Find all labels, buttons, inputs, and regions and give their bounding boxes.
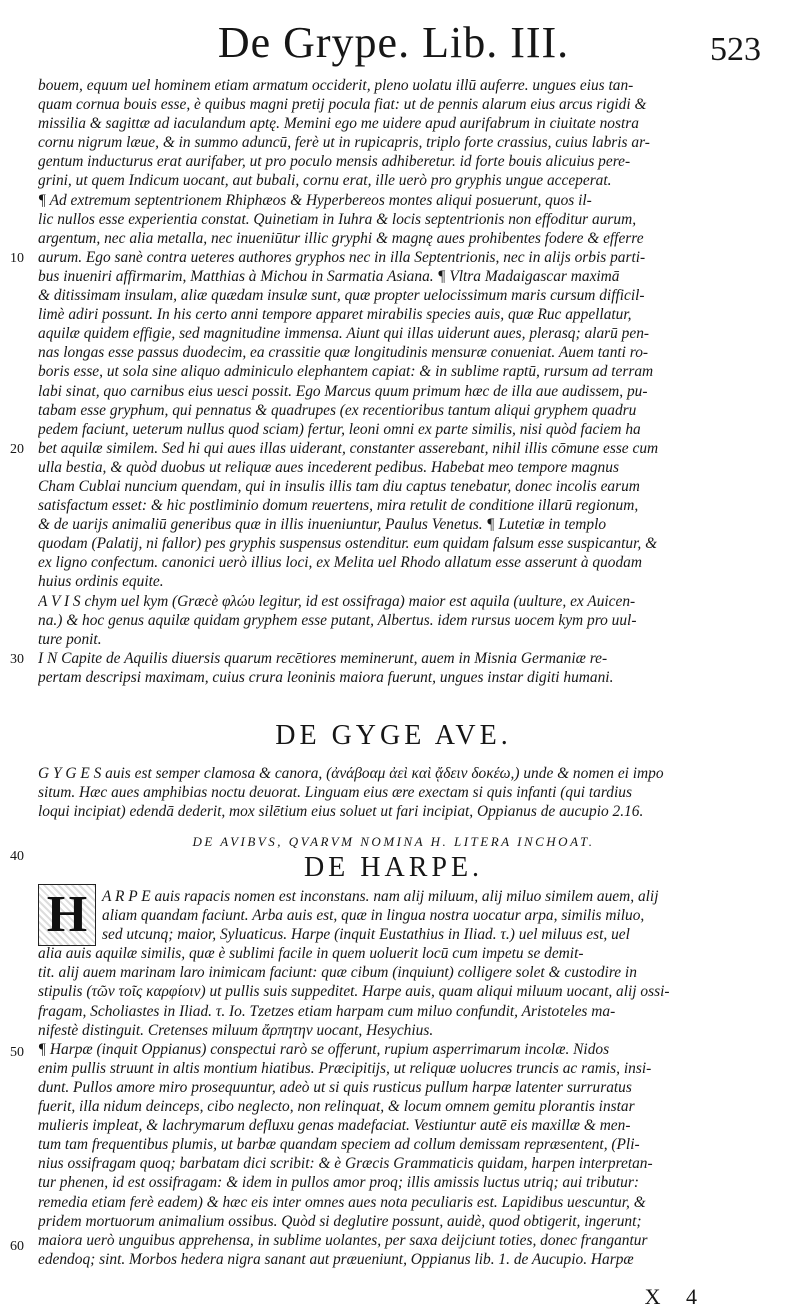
text-block-harpe xyxy=(38,887,762,1269)
signature-mark: X 4 xyxy=(644,1284,707,1309)
text-line: remedia etiam ferè eadem) & hæc eis inter omnes aues nota peculiaris est. Lapidibus uescuntur, & xyxy=(38,1193,646,1211)
text-line: quam cornua bouis esse, è quibus magni pretij pocula fiat: ut de pennis alarum eius arcus rigidi & xyxy=(38,96,647,114)
line-number: 50 xyxy=(10,1045,24,1060)
text-line: situm. Hæc aues amphibias noctu deuorat. Linguam eius ære exectam si quis infanti (qui tardius xyxy=(38,784,632,802)
text-block-gyge xyxy=(38,764,762,821)
text-line: I N Capite de Aquilis diuersis quarum recētiores meminerunt, auem in Misnia Germaniæ re- xyxy=(38,649,608,667)
text-line: missilia & sagittæ ad iaculandum aptę. Memini ego me uidere apud aurifabrum in ciuitate nostra xyxy=(38,115,639,133)
line-number: 10 xyxy=(10,251,24,266)
text-line: & de uarijs animaliū generibus quæ in illis inueniuntur, Paulus Venetus. ¶ Lutetiæ in templo xyxy=(38,516,607,534)
text-line: bouem, equum uel hominem etiam armatum occiderit, pleno uolatu illū auferre. ungues eius tan- xyxy=(38,77,634,94)
running-title: De Grype. Lib. III. xyxy=(217,18,570,67)
text-line: pridem mortuorum animalium ossibus. Quòd si deglutire possunt, auidè, quod obtigerit, ingerunt; xyxy=(38,1212,642,1230)
text-line: bet aquilæ similem. Sed hi qui aues illas uiderant, constanter asserebant, nihil illis cōmune esse cum xyxy=(38,439,659,457)
text-line: ¶ Harpæ (inquit Oppianus) conspectui rarò se offerunt, rupium asperrimarum incolæ. Nidos xyxy=(38,1040,610,1058)
text-line: A R P E auis rapacis nomen est inconstans. nam alij miluum, alij miluo similem auem, alij xyxy=(102,888,659,905)
text-line: alia auis aquilæ similis, quæ è sublimi facile in quem uoluerit locū cum impetu se demit- xyxy=(38,945,584,963)
text-line: grini, ut quem Indicum uocant, aut bubali, cornu erat, ille uerò pro gryphis ungue acceperat. xyxy=(38,172,612,190)
text-line: limè adiri possunt. In his certo anni tempore apparet mirabilis species auis, quæ Ruc appellatur, xyxy=(38,306,632,324)
text-line: & ditissimam insulam, aliæ quædam insulæ sunt, quæ propter uelocissimum maris cursum difficil- xyxy=(38,287,645,305)
text-line: dunt. Pullos amore miro prosequuntur, adeò ut si quis rusticus pullum harpæ latenter surruratus xyxy=(38,1078,632,1096)
text-line: argentum, nec alia metalla, nec inueniūtur illic gryphi & magnę aues prohibentes fodere & efferre xyxy=(38,229,644,247)
text-line: tum tam frequentibus plumis, ut barbæ quandam speciem ad collum demissam repræsentent, (Pli- xyxy=(38,1136,640,1154)
text-line: aliam quandam faciunt. Arba auis est, quæ in lingua nostra uocatur arpa, similis miluo, xyxy=(102,907,645,925)
text-line: edendoq; sint. Morbos hedera nigra sanant aut præueniunt, Oppianus lib. 1. de Aucupio. Harpæ xyxy=(38,1250,634,1268)
text-line: ¶ Ad extremum septentrionem Rhiphæos & Hyperbereos montes aliqui posuerunt, quos il- xyxy=(38,191,592,209)
text-line: nifestè distinguit. Cretenses miluum ἄρπητην uocant, Hesychius. xyxy=(38,1021,434,1039)
text-line: tit. alij auem marinam laro inimicam faciunt: quæ cibum (inquiunt) colligere solet & custodire in xyxy=(38,964,637,982)
text-line: sed utcunq; maior, Syluaticus. Harpe (inquit Eustathius in Iliad. τ.) uel miluus est, uel xyxy=(102,926,630,944)
text-line: aurum. Ego sanè contra ueteres authores gryphos nec in illa Septentrionis, nec in alijs orbis parti- xyxy=(38,248,646,266)
text-line: labi sinat, quo carnibus eius uesci possit. Ego Marcus quum primum hæc de illa aue audissem, pu- xyxy=(38,382,648,400)
text-line: tur phenen, id est ossifragam: & idem in pullos amor proq; illis amissis luctus utriq; aui tributur: xyxy=(38,1174,639,1192)
text-line: quodam (Palatij, ni fallor) pes gryphis suspensus ostenditur. eum quidam falsum esse suspicantur, & xyxy=(38,535,658,553)
text-line: satisfactum esset: & hic postliminio domum reuertens, mira retulit de conditione illarū regionum, xyxy=(38,497,639,515)
text-line: lic nullos esse experientia constat. Quinetiam in Iuhra & locis septentrionis non effoditur aurum, xyxy=(38,210,637,228)
text-line: loqui incipiat) edendā dederit, mox silētium eius soluet ut fari incipiat, Oppianus de aucupio 2.16. xyxy=(38,803,644,821)
line-number: 30 xyxy=(10,652,24,667)
text-line: pertam descripsi maximam, cuius crura leoninis maiora fuerunt, ungues instar digiti humani. xyxy=(38,668,614,686)
page-number: 523 xyxy=(710,31,761,68)
line-number: 20 xyxy=(10,442,24,457)
running-head xyxy=(0,12,787,74)
text-line: enim pullis struunt in altis montium hiatibus. Præcipitijs, ut reliquæ uolucres truncis ac ramis, insi- xyxy=(38,1059,652,1077)
drop-cap-letter: H xyxy=(46,886,88,943)
section-heading-harpe: DE HARPE. xyxy=(303,852,484,883)
line-number: 40 xyxy=(10,849,24,864)
text-line: ex ligno confectum. canonici uerò illius loci, ex Melita uel Rhodo allatum esse asserunt à quodam xyxy=(38,554,642,572)
text-line: fragam, Scholiastes in Iliad. τ. Io. Tzetzes etiam harpam cum miluo confundit, Aristoteles ma- xyxy=(38,1002,616,1020)
section-heading-gyge: DE GYGE AVE. xyxy=(275,720,512,751)
text-line: mulieris impleat, & lachrymarum defluxu genas madefaciat. Vestiuntur autē eis maxillæ & men- xyxy=(38,1117,631,1135)
text-line: nas longas esse passus duodecim, ea crassitie quæ longitudinis mensuræ conueniat. Auem tanti ro- xyxy=(38,344,649,362)
text-line: boris esse, ut sola sine aliquo adminiculo elephantem capiat: & in sublime raptū, rursum ad terram xyxy=(38,363,654,381)
line-number: 60 xyxy=(10,1239,24,1254)
text-line: na.) & hoc genus aquilæ quidam gryphem esse putant, Albertus. idem rursus uocem kym pro uul- xyxy=(38,611,637,629)
text-line: aquilæ quidem effigie, sed magnitudine immensa. Aiunt qui illas uiderunt aues, plerasq; alarū pen- xyxy=(38,325,650,343)
text-line: cornu nigrum læue, & in summo aduncū, ferè ut in rupicapris, triplo forte crassius, cuius labris ar- xyxy=(38,134,650,152)
text-line: tabam esse gryphum, qui pennatus & quadrupes (ex recentioribus tantum aliqui gryphem quadru xyxy=(38,401,637,419)
text-line: gentum inducturus erat aurifaber, ut pro poculo mensis adhiberetur. id forte bouis alicuius pere- xyxy=(38,153,631,171)
section-subheading-h: DE AVIBVS, QVARVM NOMINA H. LITERA INCHOAT. xyxy=(192,834,595,849)
text-line: nius ossifragam quoq; barbatam dici scribit: & è Græcis Grammaticis quidam, harpen interpretan- xyxy=(38,1155,653,1173)
text-line: Cham Cublai nuncium quendam, qui in insulis illis tam diu captus tenebatur, donec incolis earum xyxy=(38,477,640,495)
text-block-gryphus xyxy=(38,76,762,687)
text-line: G Y G E S auis est semper clamosa & canora, (ἀνάβοαμ ἀεὶ καὶ ᾄδειν δοκέω,) unde & nomen ei impo xyxy=(38,765,664,782)
text-line: fuerit, illa nidum deinceps, cibo neglecto, non relinquat, & locum omnem gemitu plorantis instar xyxy=(38,1098,635,1116)
text-line: huius ordinis equite. xyxy=(38,573,164,591)
text-line: maiora uerò unguibus apprehensa, in sublime uolantes, per saxa deijciunt toties, donec frangantur xyxy=(38,1231,648,1249)
text-line: ulla bestia, & quòd duobus ut reliquæ aues incederent pedibus. Habebat meo tempore magnus xyxy=(38,458,619,476)
text-line: A V I S chym uel kym (Græcè φλώυ legitur, id est ossifraga) maior est aquila (uulture, ex Auicen- xyxy=(38,592,636,610)
text-line: ture ponit. xyxy=(38,630,102,648)
text-line: bus inueniri affirmarim, Matthias à Michou in Sarmatia Asiana. ¶ Vltra Madaigascar maximā xyxy=(38,267,620,285)
text-line: stipulis (τῶν τοῖς καρφίοιν) ut pullis suis suppeditet. Harpe auis, quam aliqui miluum uocant, alij ossi- xyxy=(38,983,670,1001)
text-line: pedem faciunt, ueterum nullus quod sciam) fertur, leoni omni ex parte similis, nisi quòd faciem ha xyxy=(38,420,641,438)
